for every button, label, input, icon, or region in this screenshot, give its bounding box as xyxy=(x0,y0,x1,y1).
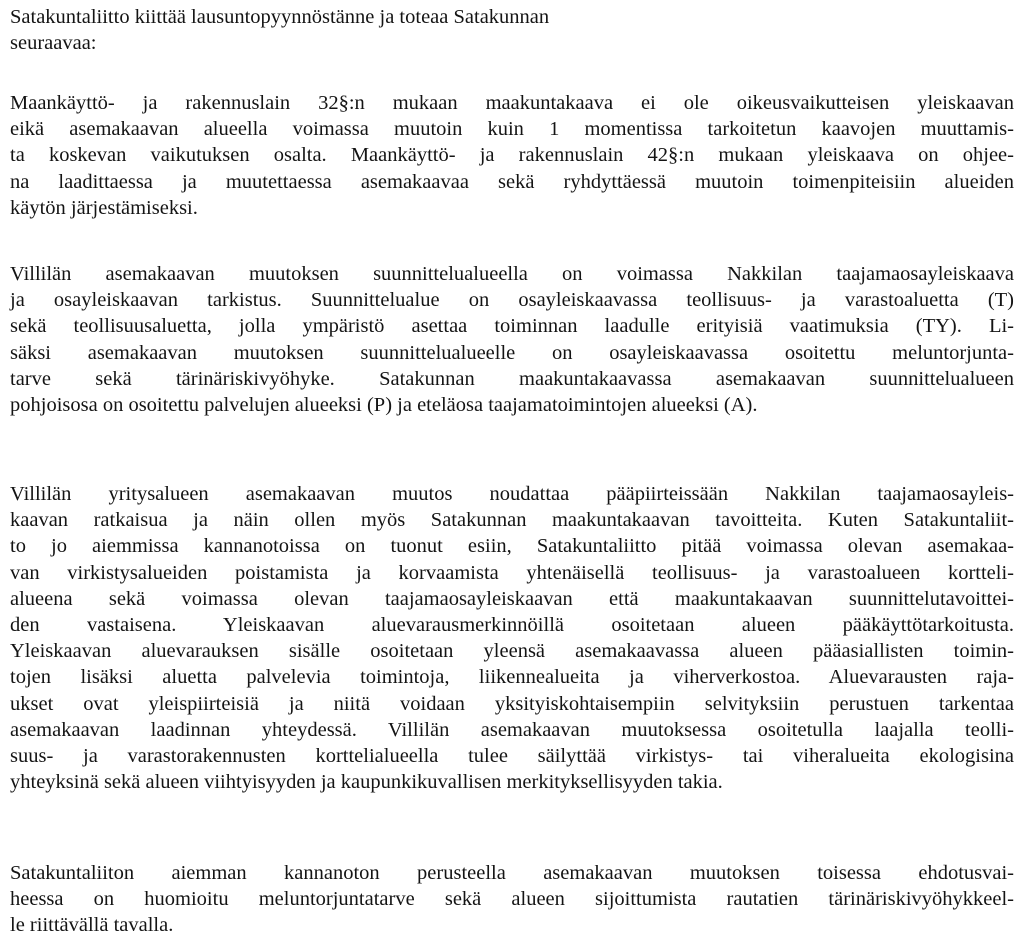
text-line: ja osayleiskaavan tarkistus. Suunnittelualue on osayleiskaavassa teollisuus- ja varastoaluetta (T) xyxy=(10,289,1014,312)
text-line: kaavan ratkaisua ja näin ollen myös Satakunnan maakuntakaavan tavoitteita. Kuten Satakuntaliit- xyxy=(10,509,1014,532)
intro-paragraph xyxy=(10,4,1014,56)
text-line: van virkistysalueiden poistamista ja korvaamista yhtenäisellä teollisuus- ja varastoalueen kortteli- xyxy=(10,561,1014,584)
text-line: seuraavaa: xyxy=(10,32,97,55)
text-line: yhteyksinä sekä alueen viihtyisyyden ja kaupunkikuvallisen merkityksellisyyden takia. xyxy=(10,771,723,794)
text-line: säksi asemakaavan muutoksen suunnittelualueelle on osayleiskaavassa osoitettu meluntorjunta- xyxy=(10,341,1014,364)
paragraph-2 xyxy=(10,261,1014,418)
text-line: Villilän yritysalueen asemakaavan muutos noudattaa pääpiirteissään Nakkilan taajamaosayleis- xyxy=(10,483,1014,505)
text-line: tarve sekä tärinäriskivyöhyke. Satakunnan maakuntakaavassa asemakaavan suunnittelualueen xyxy=(10,367,1014,390)
text-line: alueena sekä voimassa olevan taajamaosayleiskaavan että maakuntakaavan suunnittelutavoittei- xyxy=(10,587,1014,610)
text-line: asemakaavan laadinnan yhteydessä. Villilän asemakaavan muutoksessa osoitetulla laajalla teolli- xyxy=(10,718,1014,741)
text-line: suus- ja varastorakennusten korttelialueella tulee säilyttää virkistys- tai viheralueita ekologisina xyxy=(10,745,1014,768)
text-line: den vastaisena. Yleiskaavan aluevarausmerkinnöillä osoitetaan alueen pääkäyttötarkoitusta. xyxy=(10,614,1014,637)
text-line: Villilän asemakaavan muutoksen suunnittelualueella on voimassa Nakkilan taajamaosayleiskaava xyxy=(10,263,1014,285)
text-line: ta koskevan vaikutuksen osalta. Maankäyttö- ja rakennuslain 42§:n mukaan yleiskaava on ohjee- xyxy=(10,144,1014,167)
text-line: Satakuntaliiton aiemman kannanoton perusteella asemakaavan muutoksen toisessa ehdotusvai- xyxy=(10,862,1014,884)
text-line: le riittävällä tavalla. xyxy=(10,914,174,937)
paragraph-4 xyxy=(10,860,1014,939)
text-line: to jo aiemmissa kannanotoissa on tuonut esiin, Satakuntaliitto pitää voimassa olevan asemakaa- xyxy=(10,535,1014,558)
text-line: ukset ovat yleispiirteisiä ja niitä voidaan yksityiskohtaisempiin selvityksiin perustuen tarkentaa xyxy=(10,692,1014,715)
text-line: pohjoisosa on osoitettu palvelujen alueeksi (P) ja eteläosa taajamatoimintojen alueeksi (A). xyxy=(10,394,758,417)
text-line: Satakuntaliitto kiittää lausuntopyynnöstänne ja toteaa Satakunnan xyxy=(10,6,550,28)
paragraph-3 xyxy=(10,481,1014,795)
text-line: käytön järjestämiseksi. xyxy=(10,196,198,219)
text-line: Yleiskaavan aluevarauksen sisälle osoitetaan yleensä asemakaavassa alueen pääasiallisten toimin- xyxy=(10,640,1014,663)
text-line: na laadittaessa ja muutettaessa asemakaavaa sekä ryhdyttäessä muutoin toimenpiteisiin alueiden xyxy=(10,170,1014,193)
text-line: heessa on huomioitu meluntorjuntatarve sekä alueen sijoittumista rautatien tärinäriskivyöhykkeel- xyxy=(10,888,1014,911)
text-line: Maankäyttö- ja rakennuslain 32§:n mukaan maakuntakaava ei ole oikeusvaikutteisen yleiskaavan xyxy=(10,92,1014,114)
text-line: eikä asemakaavan alueella voimassa muutoin kuin 1 momentissa tarkoitetun kaavojen muuttamis- xyxy=(10,118,1014,141)
text-line: tojen lisäksi aluetta palvelevia toimintoja, liikennealueita ja viherverkostoa. Aluevarausten raja- xyxy=(10,666,1014,689)
text-line: sekä teollisuusaluetta, jolla ympäristö asettaa toiminnan laadulle erityisiä vaatimuksia (TY). Li- xyxy=(10,315,1014,338)
paragraph-1 xyxy=(10,90,1014,221)
